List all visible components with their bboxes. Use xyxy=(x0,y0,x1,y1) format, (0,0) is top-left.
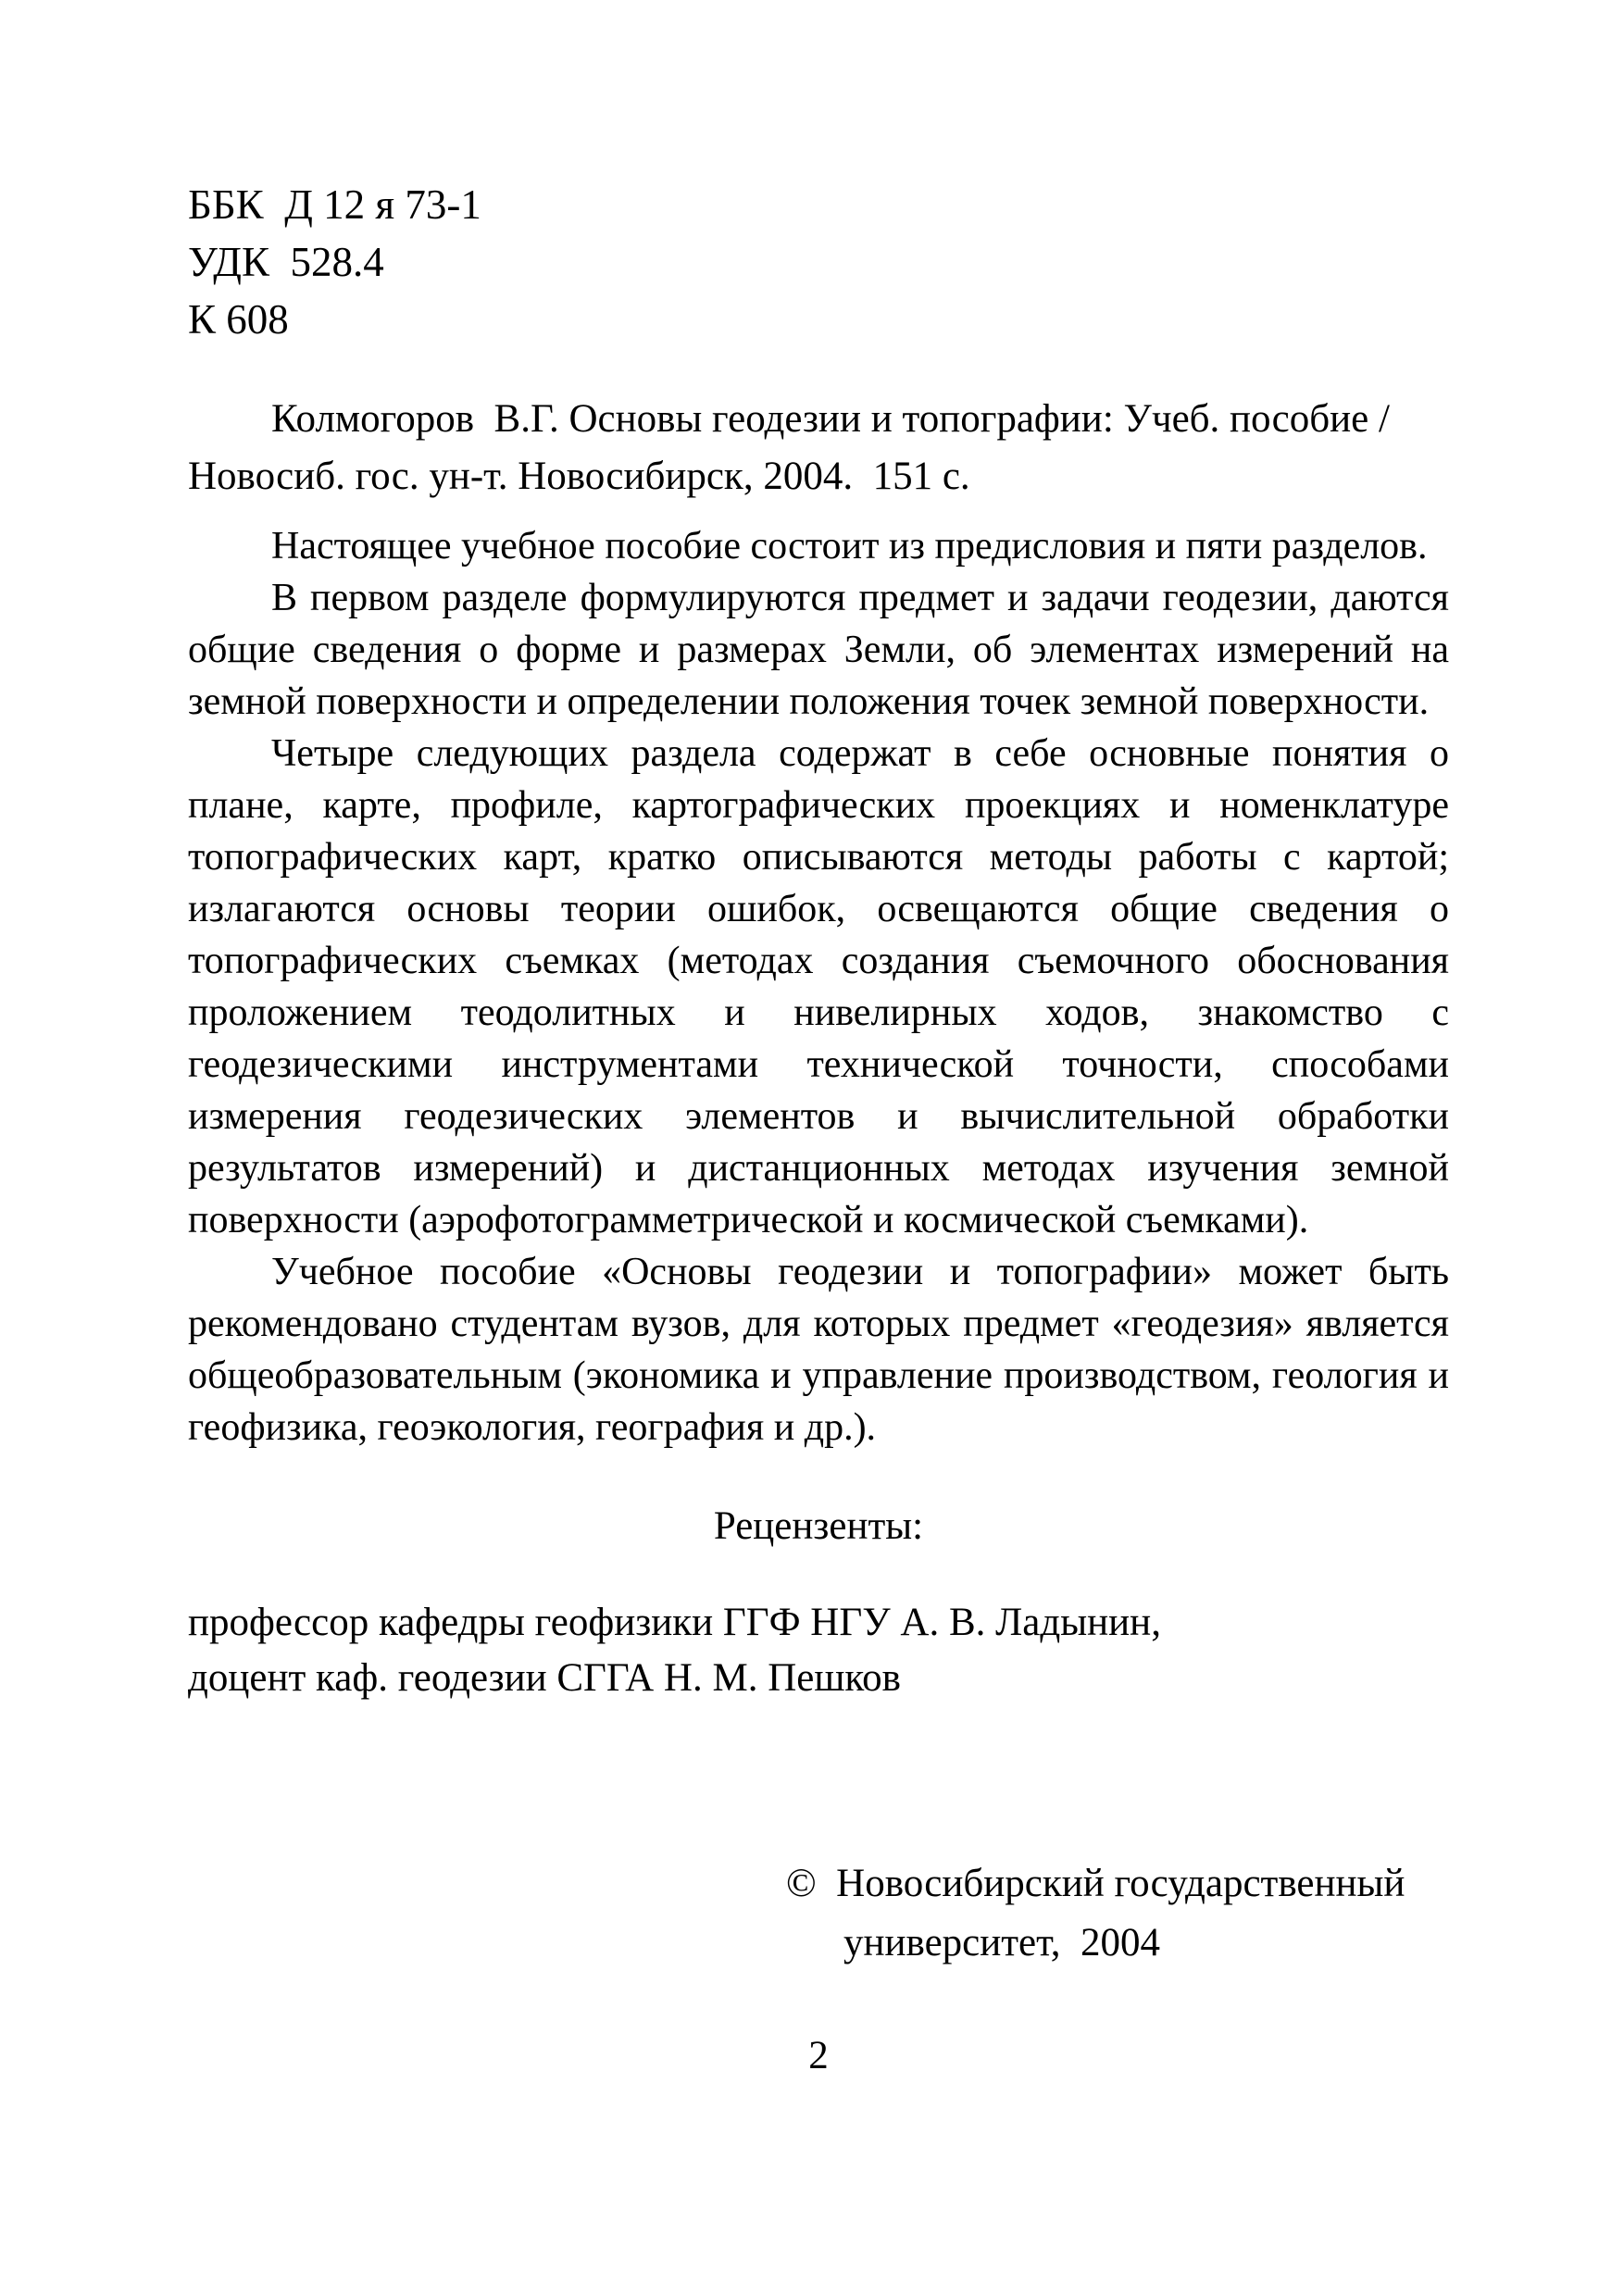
bbk-line: ББК Д 12 я 73-1 xyxy=(188,181,481,228)
reviewer-professor: профессор кафедры геофизики ГГФ НГУ А. В. Ладынин, xyxy=(188,1601,1161,1644)
citation-line-1: Колмогоров В.Г. Основы геодезии и топографии: Учеб. пособие / xyxy=(271,397,1390,441)
page-number: 2 xyxy=(808,2034,829,2077)
udk-line: УДК 528.4 xyxy=(188,239,384,285)
author-sign-line: К 608 xyxy=(188,296,289,343)
annotation-paragraph-2: В первом разделе формулируются предмет и задачи геодезии, даются общие сведения о форме и размерах Земли, об элементах измерений на земной поверхности и определении положения точек земной поверхности. xyxy=(188,577,1449,723)
citation-line-2: Новосиб. гос. ун-т. Новосибирск, 2004. 151 с. xyxy=(188,455,970,498)
page-content xyxy=(188,0,1449,2082)
reviewers-block xyxy=(188,1595,1449,1706)
reviewers-heading: Рецензенты: xyxy=(713,1504,924,1548)
copyright-line-2: университет, 2004 xyxy=(843,1921,1160,1964)
citation-paragraph xyxy=(188,391,1449,505)
annotation-paragraph-1: Настоящее учебное пособие состоит из предисловия и пяти разделов. xyxy=(271,525,1428,568)
copyright-block xyxy=(786,1854,1449,1973)
annotation-paragraph-4: Учебное пособие «Основы геодезии и топографии» может быть рекомендовано студентам вузов, для которых предмет «геодезия» является общеобразовательным (экономика и управление производством, геология и геофизика, геоэкология, география и др.). xyxy=(188,1251,1449,1449)
annotation-paragraph-3: Четыре следующих раздела содержат в себе основные понятия о плане, карте, профиле, картографических проекциях и номенклатуре топографических карт, кратко описываются методы работы с картой; излагаются основы теории ошибок, освещаются общие сведения о топографических съемках (методах создания съемочного обоснования проложением теодолитных и нивелирных ходов, знакомство с геодезическими инструментами технической точности, способами измерения геодезических элементов и вычислительной обработки результатов измерений) и дистанционных методах изучения земной поверхности (аэрофотограмметрической и космической съемками). xyxy=(188,732,1449,1241)
copyright-line-1: © Новосибирский государственный xyxy=(786,1862,1405,1905)
reviewer-docent: доцент каф. геодезии СГГА Н. М. Пешков xyxy=(188,1656,901,1700)
annotation-section xyxy=(188,520,1449,1453)
imprint-block xyxy=(188,176,1449,348)
